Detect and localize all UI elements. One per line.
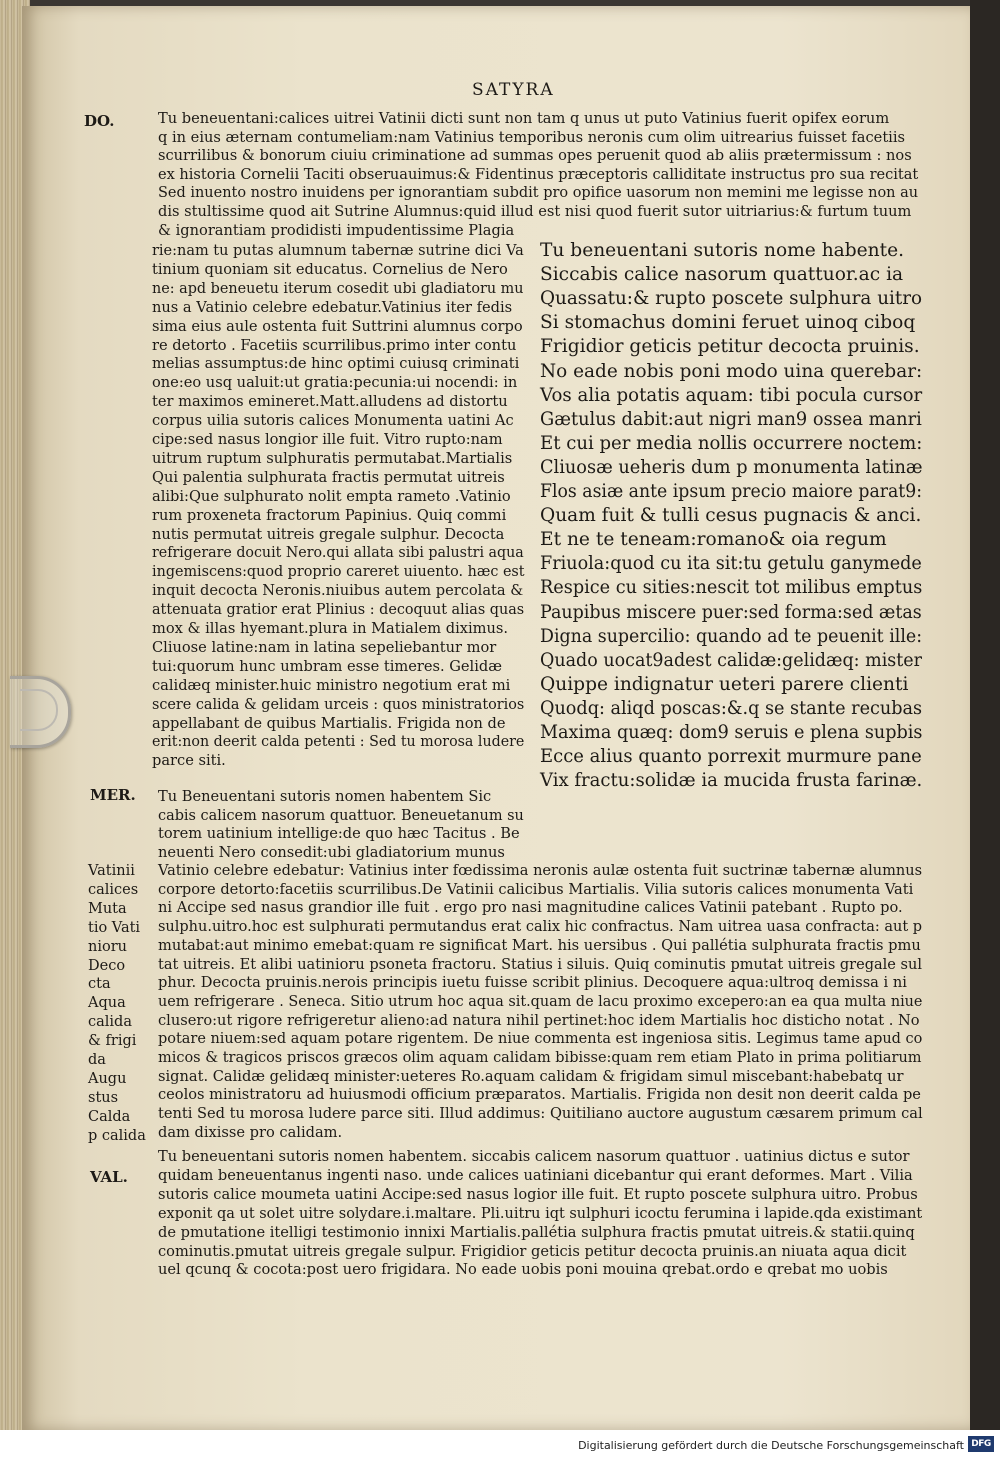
verse-line: No eade nobis poni modo uina querebar: (540, 360, 923, 382)
commentary-line: refrigerare docuit Nero.qui allata sibi palustri aqua (152, 544, 524, 562)
verse-line: Cliuosæ ueheris dum p monumenta latinæ (540, 456, 923, 478)
margin-gloss: calices (88, 881, 139, 898)
margin-gloss: Deco (88, 957, 126, 974)
commentary-line: sutoris calice moumeta uatini Accipe:sed nasus logior ille fuit. Et rupto poscete sulphura uitro. Probus (158, 1185, 918, 1203)
commentary-line: calidæq minister.huic ministro negotium erat mi (152, 676, 511, 694)
commentary-line: appellabant de quibus Martialis. Frigida non de (152, 714, 506, 732)
margin-gloss: stus (88, 1089, 119, 1106)
commentary-line: Tu Beneuentani sutoris nomen habentem Sic (158, 788, 492, 805)
commentary-line: ni Accipe sed nasus grandior ille fuit . ergo pro nasi magnitudine calices Vatinii patebant . Rupto po. (158, 899, 903, 917)
margin-gloss: Muta (88, 900, 127, 917)
commentary-line: alibi:Que sulphurato nolit empta rameto .Vatinio (152, 487, 511, 505)
commentary-line: uitrum ruptum sulphuratis permutabat.Martialis (152, 449, 513, 467)
margin-gloss: Vatinii (88, 863, 135, 879)
commentary-line: sima eius aule ostenta fuit Suttrini alumnus corpo (152, 317, 523, 335)
commentary-line: rum proxeneta fractorum Papinius. Quiq commi (152, 506, 507, 524)
commentary-line: potare niuem:sed aquam potare rigentem. De niue commenta est ingeniosa sitis. Legimus tame apud co (158, 1030, 923, 1048)
commentary-line: ex historia Cornelii Taciti obseruauimus:& Fidentinus præceptoris calliditate instructus pro sua recitat (158, 165, 919, 183)
commentary-line: clusero:ut rigore refrigeretur alieno:ad natura nihil pertinet:hoc idem Martialis hoc disticho notat . No (158, 1011, 920, 1029)
commentary-line: cipe:sed nasus longior ille fuit. Vitro rupto:nam (152, 431, 503, 448)
commentary-line: dam dixisse pro calidam. (158, 1123, 343, 1141)
verse-line: Quippe indignatur ueteri parere clienti (540, 673, 909, 695)
commentary-line: mox & illas hyemant.plura in Matialem diximus. (152, 620, 509, 637)
verse-line: Et ne te teneam:romano& oia regum (540, 529, 887, 551)
margin-gloss: p calida (88, 1127, 146, 1144)
commentary-line: Vatinio celebre edebatur: Vatinius inter fœdissima neronis aulæ ostenta fuit suctrinæ tabernæ alumnus (158, 862, 923, 879)
commentary-line: cominutis.pmutat uitreis gregale sulpur. Frigidior geticis petitur decocta pruinis.an niuata aqua dicit (158, 1242, 907, 1260)
commentary-line: scurrilibus & bonorum ciuiu criminatione ad summas opes peruenit quod ab aliis prætermissum : nos (158, 147, 912, 165)
commentary-line: neuenti Nero consedit:ubi gladiatorium munus (158, 843, 505, 861)
commentary-line: one:eo usq ualuit:ut gratia:pecunia:ui nocendi: in (152, 374, 518, 392)
commentary-line: & ignorantiam prodidisti impudentissime Plagia (158, 221, 515, 239)
verse-line: Si stomachus domini feruet uinoq ciboq (540, 312, 916, 334)
commentary-line: Cliuose latine:nam in latina sepeliebantur mor (152, 638, 497, 656)
margin-gloss: Aqua (88, 995, 126, 1012)
margin-gloss: da (88, 1052, 106, 1068)
verse-line: Tu beneuentani sutoris nome habente. (540, 240, 905, 261)
commentary-line: cabis calicem nasorum quattuor. Beneuetanum su (158, 806, 524, 824)
paper-clip (10, 676, 71, 748)
commentary-line: q in eius æternam contumeliam:nam Vatinius temporibus neronis cum olim uitrearius fuisset facetiis (158, 128, 906, 146)
commentary-line: tenti Sed tu morosa ludere parce siti. Illud addimus: Quitiliano auctore augustum cæsarem primum cal (158, 1105, 923, 1123)
verse-line: Digna supercilio: quando ad te peuenit ille: (540, 625, 923, 647)
verse-line: Quado uocat9adest calidæ:gelidæq: mister (540, 649, 923, 671)
commentary-line: parce siti. (152, 752, 226, 770)
speaker-label-val: VAL. (90, 1168, 128, 1186)
margin-gloss: Augu (88, 1070, 127, 1087)
commentary-line: uel qcunq & cocota:post uero frigidara. No eade uobis poni mouina qrebat.ordo e qrebat mo uobis (158, 1261, 888, 1279)
commentary-line: nus a Vatinio celebre edebatur.Vatinius iter fedis (152, 298, 513, 316)
commentary-line: de pmutatione itelligi testimonio innixi Martialis.pallétia sulphura fractis pmutat uitreis.& statii.quinq (158, 1223, 915, 1241)
verse-line: Friuola:quod cu ita sit:tu getulu ganymede (540, 553, 922, 575)
verse-line: Maxima quæq: dom9 seruis e plena supbis (540, 722, 923, 743)
verse-line: Gætulus dabit:aut nigri man9 ossea manri (540, 408, 922, 430)
margin-gloss: calida (88, 1014, 132, 1031)
verse-line: Quodq: aliqd poscas:&.q se stante recubas (540, 697, 923, 719)
verse-line: Vix fractu:solidæ ia mucida frusta farinæ. (540, 770, 923, 792)
commentary-line: ceolos ministratoru ad huiusmodi officium præparatos. Martialis. Frigida non desit non deerit calda pe (158, 1086, 921, 1104)
commentary-line: Qui palentia sulphurata fractis permutat uitreis (152, 468, 505, 486)
commentary-line: Sed inuento nostro inuidens per ignorantiam subdit pro opifice uasorum non memini me legisse non au (158, 184, 919, 202)
commentary-line: Tu beneuentani:calices uitrei Vatinii dicti sunt non tam q unus ut puto Vatinius fuerit opifex eorum (158, 110, 890, 127)
commentary-line: dis stultissime quod ait Sutrine Alumnus:quid illud est nisi quod fuerit sutor uitriarius:& furtum tuum (158, 203, 912, 220)
margin-gloss: & frigi (88, 1033, 137, 1050)
commentary-line: ne: apd beneuetu iterum cosedit ubi gladiatoru mu (152, 279, 524, 297)
footer-credit: Digitalisierung gefördert durch die Deutsche Forschungsgemeinschaft (578, 1439, 964, 1452)
footer-bar (0, 1430, 1000, 1459)
commentary-line: tui:quorum hunc umbram esse timeres. Gelidæ (152, 657, 502, 675)
commentary-line: tat uitreis. Et alibi uatinioru psoneta fractoru. Statius i siluis. Quiq cominutis pmutat uitreis gregale sul (158, 955, 922, 973)
commentary-line: phur. Decocta pruinis.nerois principis iuetu fuisse scribit plinius. Decoquere aqua:ultroq demissa i ni (158, 974, 907, 992)
running-head: SATYRA (472, 80, 555, 100)
margin-gloss: cta (88, 976, 111, 993)
commentary-line: corpus uilia sutoris calices Monumenta uatini Ac (152, 412, 514, 430)
verse-line: Flos asiæ ante ipsum precio maiore parat9: (540, 481, 923, 502)
speaker-label-do: DO. (84, 112, 115, 130)
verse-line: Frigidior geticis petitur decocta pruinis. (540, 336, 920, 358)
commentary-line: corpore detorto:facetiis scurrilibus.De Vatinii calicibus Martialis. Vilia sutoris calices monumenta Vati (158, 880, 914, 898)
commentary-line: re detorto . Facetiis scurrilibus.primo inter contu (152, 336, 517, 354)
commentary-line: micos & tragicos priscos græcos olim aquam calidam bibisse:quam rem etiam Plato in prima politiarum (158, 1049, 922, 1066)
margin-gloss: nioru (88, 938, 127, 955)
commentary-line: tinium quoniam sit educatus. Cornelius de Nero (152, 260, 508, 278)
verse-line: Ecce alius quanto porrexit murmure pane (540, 746, 922, 768)
commentary-line: ter maximos emineret.Matt.alludens ad distortu (152, 393, 508, 411)
commentary-line: sulphu.uitro.hoc est sulphurati permutandus erat calix hic confractus. Nam uitrea uasa confracta: aut p (158, 918, 923, 936)
verse-line: Et cui per media nollis occurrere noctem: (540, 432, 923, 454)
verse-line: Siccabis calice nasorum quattuor.ac ia (540, 264, 904, 286)
dfg-logo: DFG (968, 1436, 994, 1452)
commentary-line: torem uatinium intellige:de quo hæc Tacitus . Be (158, 825, 520, 843)
commentary-line: attenuata gratior erat Plinius : decoquut alias quas (152, 601, 525, 619)
paper-clip-inner (20, 689, 58, 731)
commentary-line: erit:non deerit calda petenti : Sed tu morosa ludere (152, 733, 525, 751)
verse-line: Respice cu sities:nescit tot milibus emptus (540, 577, 923, 599)
commentary-line: inquit decocta Neronis.niuibus autem percolata & (152, 582, 524, 600)
commentary-line: signat. Calidæ gelidæq minister:ueteres Ro.aquam calidam & frigidam simul miscebant:habebatq ur (158, 1067, 904, 1085)
verse-line: Vos alia potatis aquam: tibi pocula cursor (540, 384, 923, 406)
verse-line: Paupibus miscere puer:sed forma:sed ætas (540, 601, 922, 623)
commentary-line: rie:nam tu putas alumnum tabernæ sutrine dici Va (152, 242, 524, 259)
commentary-line: quidam beneuentanus ingenti naso. unde calices uatiniani dicebantur qui erant deformes. Mart . Vilia (158, 1166, 913, 1184)
scan-background (970, 0, 1000, 1430)
commentary-line: scere calida & gelidam urceis : quos ministratorios (152, 695, 525, 713)
commentary-line: nutis permutat uitreis gregale sulphur. Decocta (152, 525, 505, 543)
margin-gloss: tio Vati (88, 919, 141, 936)
commentary-line: Tu beneuentani sutoris nomen habentem. siccabis calicem nasorum quattuor . uatinius dictus e sutor (158, 1148, 910, 1165)
commentary-line: uem refrigerare . Seneca. Sitio utrum hoc aqua sit.quam de lacu proximo excepero:an ea qua multa niue (158, 992, 923, 1010)
verse-line: Quassatu:& rupto poscete sulphura uitro (540, 288, 923, 310)
commentary-line: exponit qa ut solet uitre solydare.i.maltare. Pli.uitru iqt sulphuri icoctu ferumina i lapide.qda existimant (158, 1204, 923, 1222)
commentary-line: ingemiscens:quod proprio careret uiuento. hæc est (152, 563, 525, 581)
speaker-label-mer: MER. (90, 786, 136, 804)
commentary-line: mutabat:aut minimo emebat:quam re significat Mart. his uersibus . Qui pallétia sulphurata fractis pmu (158, 936, 921, 954)
commentary-line: melias assumptus:de hinc optimi cuiusq criminati (152, 355, 520, 373)
margin-gloss: Calda (88, 1108, 131, 1125)
verse-line: Quam fuit & tulli cesus pugnacis & anci. (540, 505, 922, 527)
